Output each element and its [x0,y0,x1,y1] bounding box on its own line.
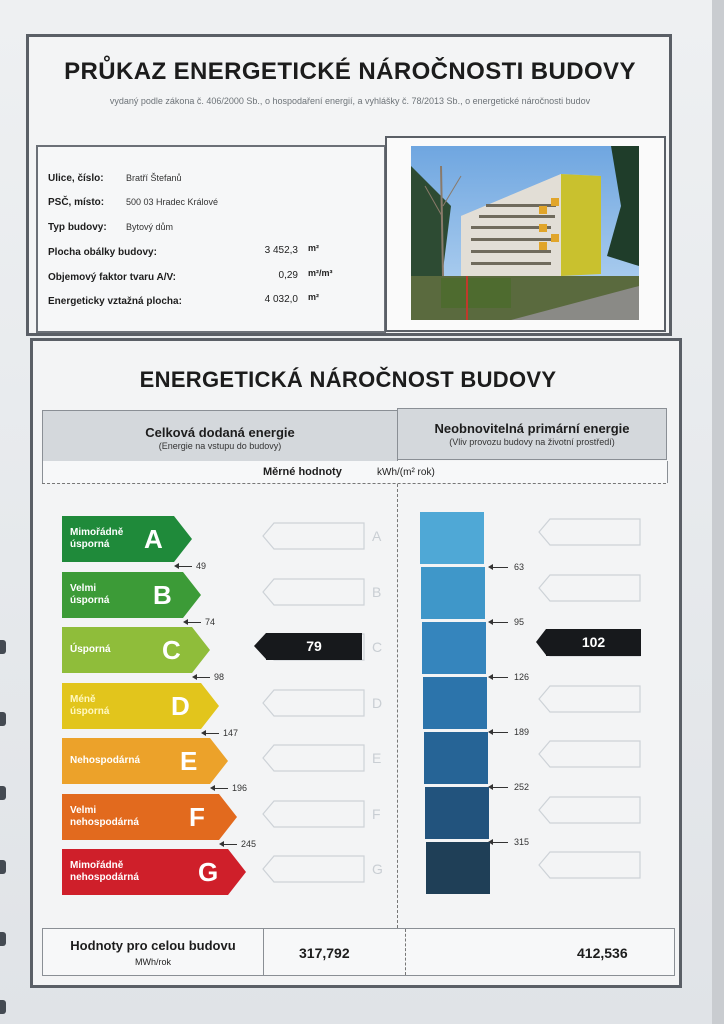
left-header-title: Celková dodaná energie [145,425,295,440]
ghost-letter-g: G [372,861,383,877]
street-label: Ulice, číslo: [48,173,104,184]
ghost-letter-d: D [372,695,383,711]
ghost-indicator-right [538,574,642,607]
ghost-indicator-left [262,744,366,777]
class-bar-d [62,683,221,729]
envelope-label: Plocha obálky budovy: [48,247,157,258]
ghost-indicator-right [538,518,642,551]
type-label: Typ budovy: [48,222,107,233]
shape-value: 0,29 [278,270,298,281]
right-column-header [397,408,667,460]
threshold-arrow-right [492,677,508,678]
area-value: 4 032,0 [264,294,298,305]
threshold-arrow-right [492,842,508,843]
threshold-arrow [187,622,201,623]
threshold-arrow [223,844,237,845]
class-letter-c: C [162,635,181,665]
class-letter-b: B [153,580,172,610]
class-label-f: Velmi nehospodárná [70,805,139,828]
left-header-sub: (Energie na vstupu do budovy) [158,441,282,451]
building-photo [411,146,639,320]
dashed-divider [42,483,666,485]
threshold-arrow [214,788,228,789]
primary-energy-segment-a [420,512,484,564]
total-primary-value: 412,536 [577,945,628,961]
threshold-arrow-right [492,567,508,568]
zip-value: 500 03 Hradec Králové [126,197,219,207]
area-label: Energeticky vztažná plocha: [48,296,182,307]
threshold-left-4: 196 [232,783,248,793]
primary-energy-segment-f [425,787,489,839]
specific-values-label: Měrné hodnoty [263,466,342,478]
threshold-right-0: 63 [514,562,525,572]
right-header-title: Neobnovitelná primární energie [434,421,630,436]
specific-values-row [42,461,668,483]
ghost-indicator-left [262,855,366,888]
primary-energy-segment-c [422,622,486,674]
threshold-arrow-right [492,732,508,733]
ghost-indicator-right [538,685,642,718]
totals-divider-2 [405,929,407,975]
building-info [36,145,386,333]
area-unit: m² [308,292,319,302]
shape-label: Objemový faktor tvaru A/V: [48,272,176,283]
primary-energy-segment-b [421,567,485,619]
class-bar-f [62,794,239,840]
binding-mark [0,712,6,726]
ghost-indicator-left [262,689,366,722]
binding-mark [0,640,6,654]
zip-label: PSČ, místo: [48,197,105,208]
envelope-value: 3 452,3 [264,245,298,256]
right-header-sub: (Vliv provozu budovy na životní prostředí) [449,437,615,447]
class-bar-b [62,572,203,618]
ghost-indicator-right [538,796,642,829]
binding-mark [0,786,6,800]
ghost-indicator-left [262,522,366,555]
left-column-header [42,410,398,462]
ghost-letter-a: A [372,528,382,544]
column-divider [397,484,399,928]
threshold-right-2: 126 [514,672,530,682]
threshold-right-5: 315 [514,837,530,847]
class-bar-g [62,849,248,895]
building-photo-frame [385,136,666,332]
totals-label: Hodnoty pro celou budovu [70,938,236,953]
ghost-letter-e: E [372,750,382,766]
envelope-unit: m² [308,243,319,253]
type-value: Bytový dům [126,222,174,232]
class-label-a: Mimořádně úsporná [70,527,124,550]
threshold-right-1: 95 [514,617,525,627]
ghost-indicator-left [262,578,366,611]
threshold-left-0: 49 [196,561,207,571]
class-bar-c [62,627,212,673]
threshold-arrow [196,677,210,678]
class-label-g: Mimořádně nehospodárná [70,860,139,883]
ghost-indicator-right [538,851,642,884]
ghost-indicator-left [262,800,366,833]
threshold-left-5: 245 [241,839,257,849]
threshold-right-3: 189 [514,727,530,737]
threshold-left-3: 147 [223,728,239,738]
threshold-arrow-right [492,787,508,788]
binding-mark [0,1000,6,1014]
class-letter-e: E [180,746,198,776]
delivered-energy-indicator: 79 [266,633,362,660]
threshold-right-4: 252 [514,782,530,792]
ghost-letter-f: F [372,806,381,822]
primary-energy-segment-g [426,842,490,894]
page-title: PRŮKAZ ENERGETICKÉ NÁROČNOSTI BUDOVY [64,58,636,85]
shape-unit: m²/m³ [308,268,333,278]
binding-mark [0,860,6,874]
class-label-c: Úsporná [70,644,111,655]
totals-divider [263,929,264,975]
primary-energy-segment-d [423,677,487,729]
class-letter-d: D [171,691,190,721]
binding-mark [0,932,6,946]
threshold-left-2: 98 [214,672,225,682]
ghost-letter-c: C [372,639,383,655]
threshold-arrow [178,566,192,567]
primary-energy-indicator: 102 [546,629,641,656]
ghost-letter-b: B [372,584,382,600]
ghost-indicator-right [538,740,642,773]
class-label-d: Méně úsporná [70,694,110,717]
threshold-arrow-right [492,622,508,623]
rating-title: ENERGETICKÁ NÁROČNOST BUDOVY [139,367,557,392]
page-subtitle: vydaný podle zákona č. 406/2000 Sb., o hospodaření energií, a vyhlášky č. 78/2013 Sb., o energetické náročnosti budov [109,96,591,106]
total-delivered-value: 317,792 [299,945,350,961]
threshold-left-1: 74 [205,617,216,627]
class-letter-a: A [144,524,163,554]
totals-unit: MWh/rok [135,957,171,967]
totals-row [42,928,675,976]
primary-energy-segment-e [424,732,488,784]
class-label-e: Nehospodárná [70,755,141,766]
threshold-arrow [205,733,219,734]
specific-values-unit: kWh/(m² rok) [377,467,435,478]
class-letter-f: F [189,802,205,832]
class-bar-e [62,738,230,784]
class-label-b: Velmi úsporná [70,583,110,606]
street-value: Bratří Štefanů [126,173,182,183]
class-bar-a [62,516,194,562]
class-letter-g: G [198,857,219,887]
